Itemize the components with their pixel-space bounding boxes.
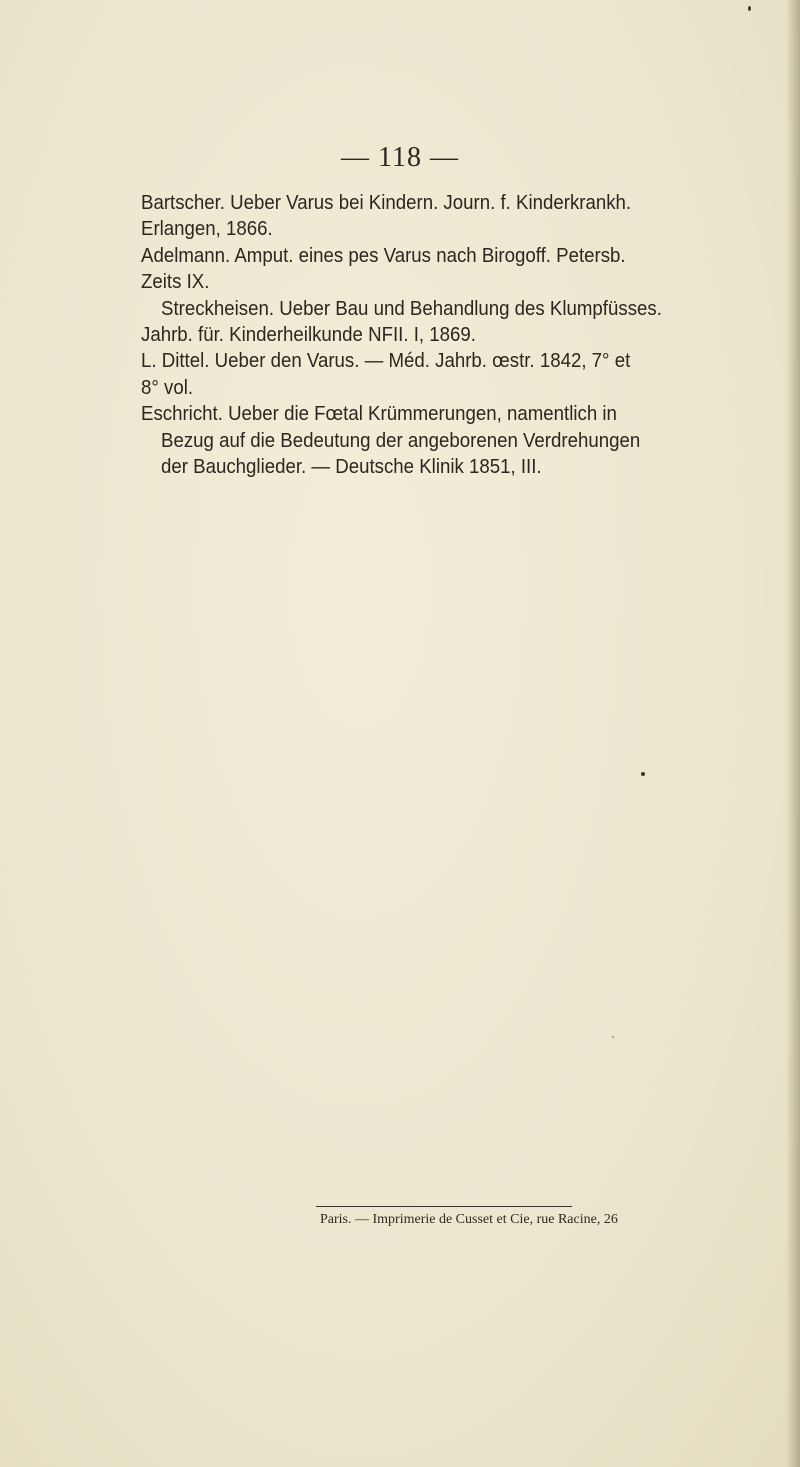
- reference-list: [141, 190, 669, 480]
- paper-speck: [612, 1036, 614, 1038]
- reference-line: L. Dittel. Ueber den Varus. — Méd. Jahrb. œstr. 1842, 7° et: [141, 349, 631, 373]
- reference-line: 8° vol.: [141, 375, 194, 399]
- printer-imprint: Paris. — Imprimerie de Cusset et Cie, rue Racine, 26: [320, 1212, 618, 1227]
- paper-speck: [748, 6, 751, 11]
- reference-eschricht: [141, 401, 669, 480]
- reference-line: Eschricht. Ueber die Fœtal Krümmerungen, namentlich in: [141, 402, 617, 426]
- reference-line: Bezug auf die Bedeutung der angeborenen Verdrehungen: [161, 428, 641, 452]
- reference-streckheisen: [141, 296, 669, 349]
- reference-line: der Bauchglieder. — Deutsche Klinik 1851, III.: [161, 455, 542, 479]
- reference-line: Jahrb. für. Kinderheilkunde NFII. I, 1869.: [141, 323, 476, 347]
- reference-line: Streckheisen. Ueber Bau und Behandlung des Klumpfüsses.: [161, 296, 662, 320]
- reference-line: Bartscher. Ueber Varus bei Kindern. Journ. f. Kinderkrankh.: [141, 191, 632, 214]
- reference-bartscher: [141, 190, 669, 243]
- page-number: — 118 —: [341, 142, 459, 173]
- paper-speck: [641, 772, 645, 776]
- reference-line: Zeits IX.: [141, 270, 210, 294]
- page-edge-shadow: [786, 0, 800, 1467]
- reference-line: Adelmann. Amput. eines pes Varus nach Birogoff. Petersb.: [141, 243, 626, 267]
- footer-rule: [316, 1206, 572, 1207]
- reference-dittel: [141, 348, 669, 401]
- reference-adelmann: [141, 243, 669, 296]
- reference-line: Erlangen, 1866.: [141, 217, 273, 241]
